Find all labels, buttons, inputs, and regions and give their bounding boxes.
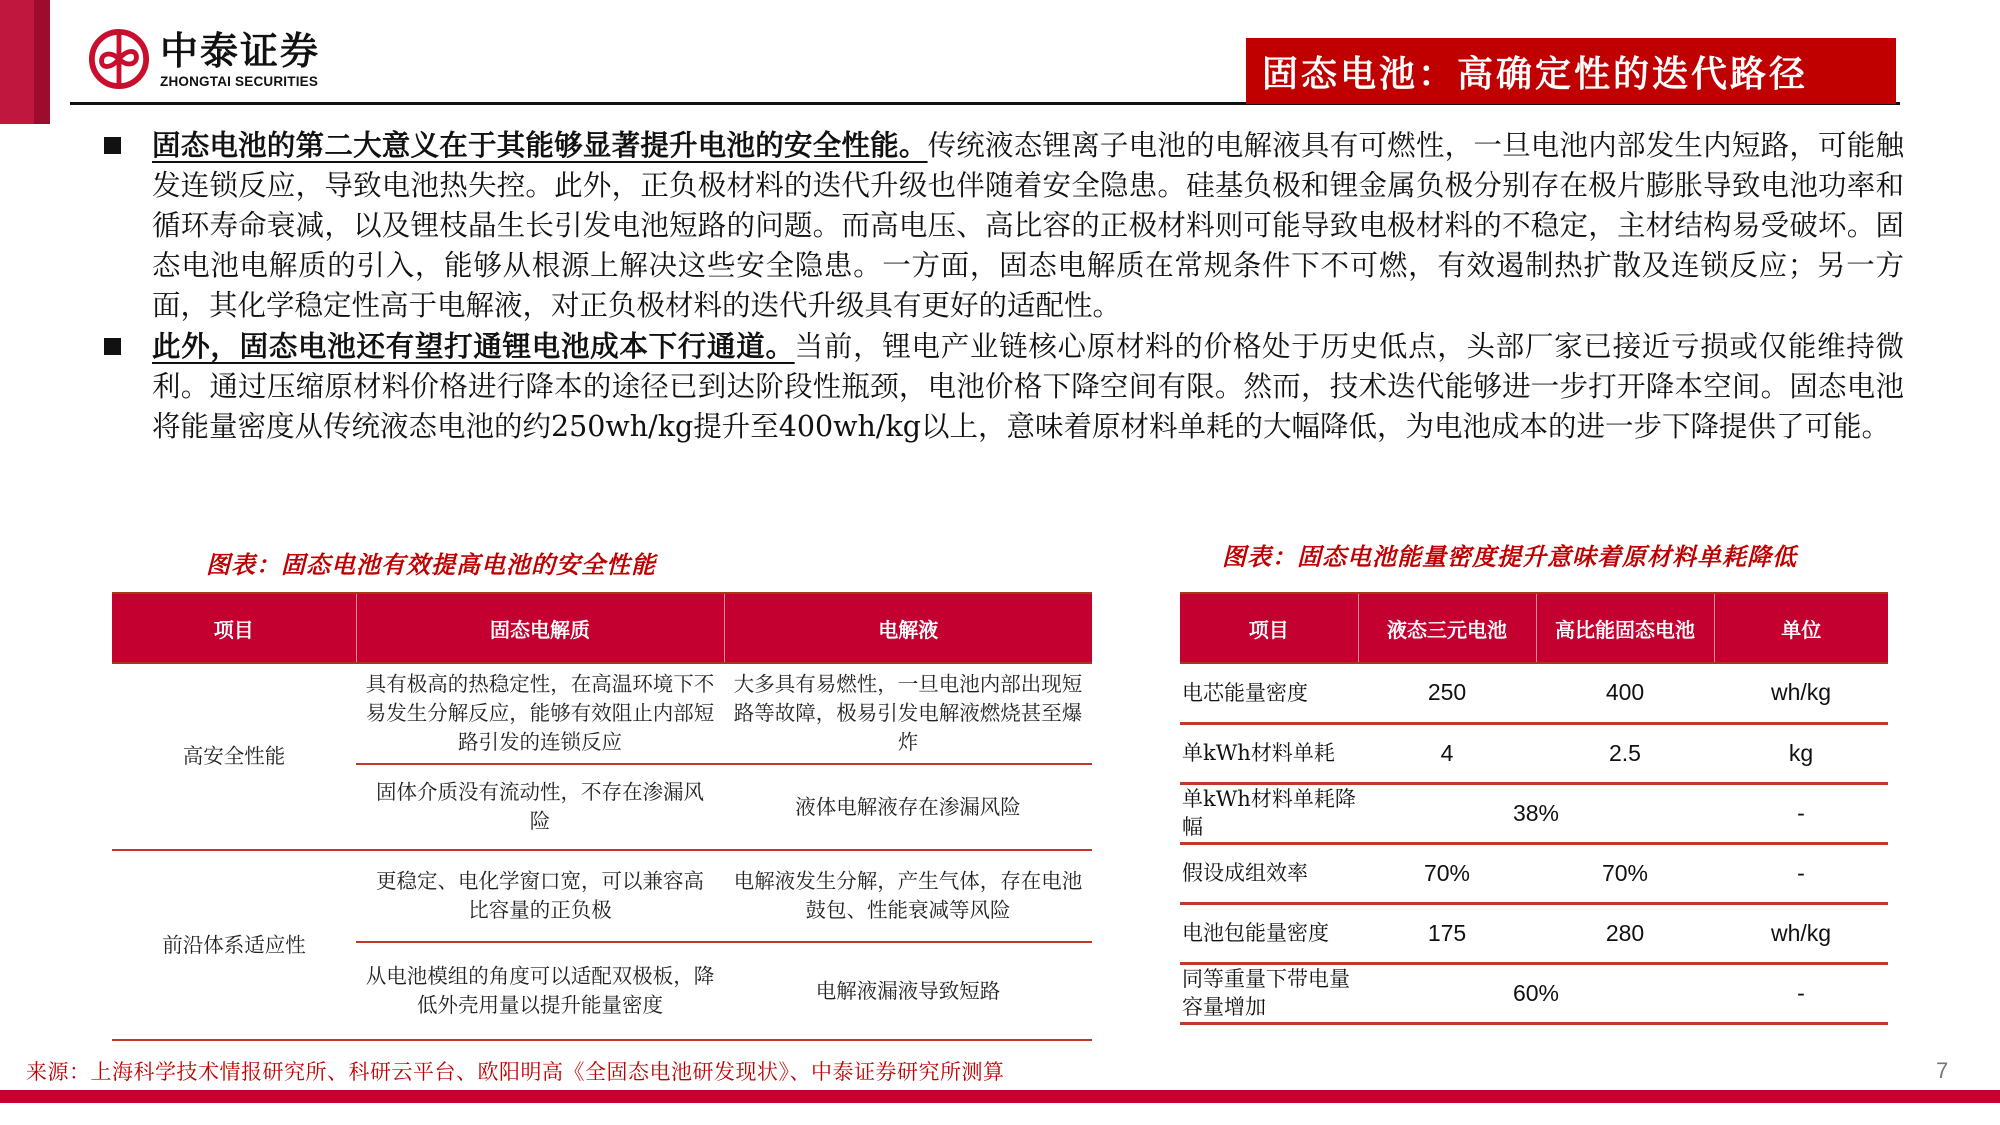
column-header: 电解液 bbox=[724, 593, 1092, 663]
column-header: 单位 bbox=[1714, 593, 1888, 663]
density-table-caption: 图表：固态电池能量密度提升意味着原材料单耗降低 bbox=[1222, 542, 1797, 571]
left-accent-bar-dark bbox=[34, 0, 50, 124]
table-cell: 液体电解液存在渗漏风险 bbox=[724, 764, 1092, 850]
footer-bar bbox=[0, 1090, 2000, 1103]
table-header-row bbox=[112, 593, 1092, 663]
table-row bbox=[112, 850, 1092, 942]
row-group-label: 前沿体系适应性 bbox=[112, 850, 356, 1040]
table-cell: - bbox=[1714, 843, 1888, 903]
bullet-body: 当前，锂电产业链核心原材料的价格处于历史低点，头部厂家已接近亏损或仅能维持微利。通过压缩原材料价格进行降本的途径已到达阶段性瓶颈，电池价格下降空间有限。然而，技术迭代能够进一步打开降本空间。固态电池将能量密度从传统液态电池的约250wh/kg提升至400wh/kg以上，意味着原材料单耗的大幅降低，为电池成本的进一步下降提供了可能。 bbox=[152, 330, 1904, 443]
bullet-body: 传统液态锂离子电池的电解液具有可燃性，一旦电池内部发生内短路，可能触发连锁反应，导致电池热失控。此外，正负极材料的迭代升级也伴随着安全隐患。硅基负极和锂金属负极分别存在极片膨胀导致电池功率和循环寿命衰减，以及锂枝晶生长引发电池短路的问题。而高电压、高比容的正极材料则可能导致电极材料的不稳定，主材结构易受破坏。固态电池电解质的引入，能够从根源上解决这些安全隐患。一方面，固态电解质在常规条件下不可燃，有效遏制热扩散及连锁反应；另一方面，其化学稳定性高于电解液，对正负极材料的迭代升级具有更好的适配性。 bbox=[152, 129, 1904, 322]
table-cell: - bbox=[1714, 783, 1888, 843]
table-cell: 具有极高的热稳定性，在高温环境下不易发生分解反应，能够有效阻止内部短路引发的连锁反应 bbox=[356, 663, 724, 764]
row-label: 同等重量下带电量容量增加 bbox=[1180, 963, 1358, 1023]
table-row bbox=[112, 663, 1092, 764]
table-cell: 从电池模组的角度可以适配双极板，降低外壳用量以提升能量密度 bbox=[356, 942, 724, 1040]
left-accent-bar bbox=[0, 0, 34, 124]
table-cell: 更稳定、电化学窗口宽，可以兼容高比容量的正负极 bbox=[356, 850, 724, 942]
column-header: 项目 bbox=[112, 593, 356, 663]
table-cell: 4 bbox=[1358, 723, 1536, 783]
table-header-row bbox=[1180, 593, 1888, 663]
table-cell: 280 bbox=[1536, 903, 1714, 963]
table-cell: wh/kg bbox=[1714, 903, 1888, 963]
logo-english-name: ZHONGTAI SECURITIES bbox=[160, 73, 319, 89]
zhongtai-logo-icon bbox=[88, 28, 150, 90]
bullet-lead: 固态电池的第二大意义在于其能够显著提升电池的安全性能。 bbox=[152, 128, 928, 162]
table-row bbox=[1180, 963, 1888, 1023]
energy-density-table bbox=[1180, 592, 1888, 1025]
table-cell: 70% bbox=[1536, 843, 1714, 903]
body-text bbox=[104, 125, 1904, 447]
row-label: 单kWh材料单耗 bbox=[1180, 723, 1358, 783]
logo-chinese-name: 中泰证券 bbox=[160, 28, 321, 73]
bullet-lead: 此外，固态电池还有望打通锂电池成本下行通道。 bbox=[152, 329, 795, 363]
row-group-label: 高安全性能 bbox=[112, 663, 356, 850]
safety-table-caption: 图表：固态电池有效提高电池的安全性能 bbox=[206, 550, 656, 579]
table-cell: 250 bbox=[1358, 663, 1536, 723]
column-header: 项目 bbox=[1180, 593, 1358, 663]
table-row bbox=[1180, 663, 1888, 723]
row-label: 假设成组效率 bbox=[1180, 843, 1358, 903]
table-cell: - bbox=[1714, 963, 1888, 1023]
table-row bbox=[1180, 723, 1888, 783]
row-label: 电芯能量密度 bbox=[1180, 663, 1358, 723]
page-number: 7 bbox=[1936, 1058, 1949, 1083]
table-cell: 电解液发生分解，产生气体，存在电池鼓包、性能衰减等风险 bbox=[724, 850, 1092, 942]
source-note: 来源：上海科学技术情报研究所、科研云平台、欧阳明高《全固态电池研发现状》、中泰证券研究所测算 bbox=[26, 1060, 1005, 1084]
bullet-paragraph-cost bbox=[104, 326, 1904, 447]
bullet-paragraph-safety bbox=[104, 125, 1904, 326]
table-row bbox=[1180, 903, 1888, 963]
company-logo bbox=[88, 28, 320, 90]
page-title: 固态电池：高确定性的迭代路径 bbox=[1262, 52, 1809, 95]
table-cell: 电解液漏液导致短路 bbox=[724, 942, 1092, 1040]
table-cell: 175 bbox=[1358, 903, 1536, 963]
table-cell: 70% bbox=[1358, 843, 1536, 903]
table-cell-merged: 38% bbox=[1358, 783, 1714, 843]
column-header: 高比能固态电池 bbox=[1536, 593, 1714, 663]
row-label: 电池包能量密度 bbox=[1180, 903, 1358, 963]
table-cell: 大多具有易燃性，一旦电池内部出现短路等故障，极易引发电解液燃烧甚至爆炸 bbox=[724, 663, 1092, 764]
square-bullet-icon bbox=[104, 137, 121, 154]
table-row bbox=[1180, 843, 1888, 903]
table-cell: 固体介质没有流动性，不存在渗漏风险 bbox=[356, 764, 724, 850]
square-bullet-icon bbox=[104, 338, 121, 355]
column-header: 液态三元电池 bbox=[1358, 593, 1536, 663]
table-cell: 2.5 bbox=[1536, 723, 1714, 783]
row-label: 单kWh材料单耗降幅 bbox=[1180, 783, 1358, 843]
table-cell: kg bbox=[1714, 723, 1888, 783]
column-header: 固态电解质 bbox=[356, 593, 724, 663]
table-cell-merged: 60% bbox=[1358, 963, 1714, 1023]
table-cell: wh/kg bbox=[1714, 663, 1888, 723]
safety-comparison-table bbox=[112, 592, 1092, 1041]
table-row bbox=[1180, 783, 1888, 843]
table-cell: 400 bbox=[1536, 663, 1714, 723]
page-title-box bbox=[1246, 38, 1896, 104]
